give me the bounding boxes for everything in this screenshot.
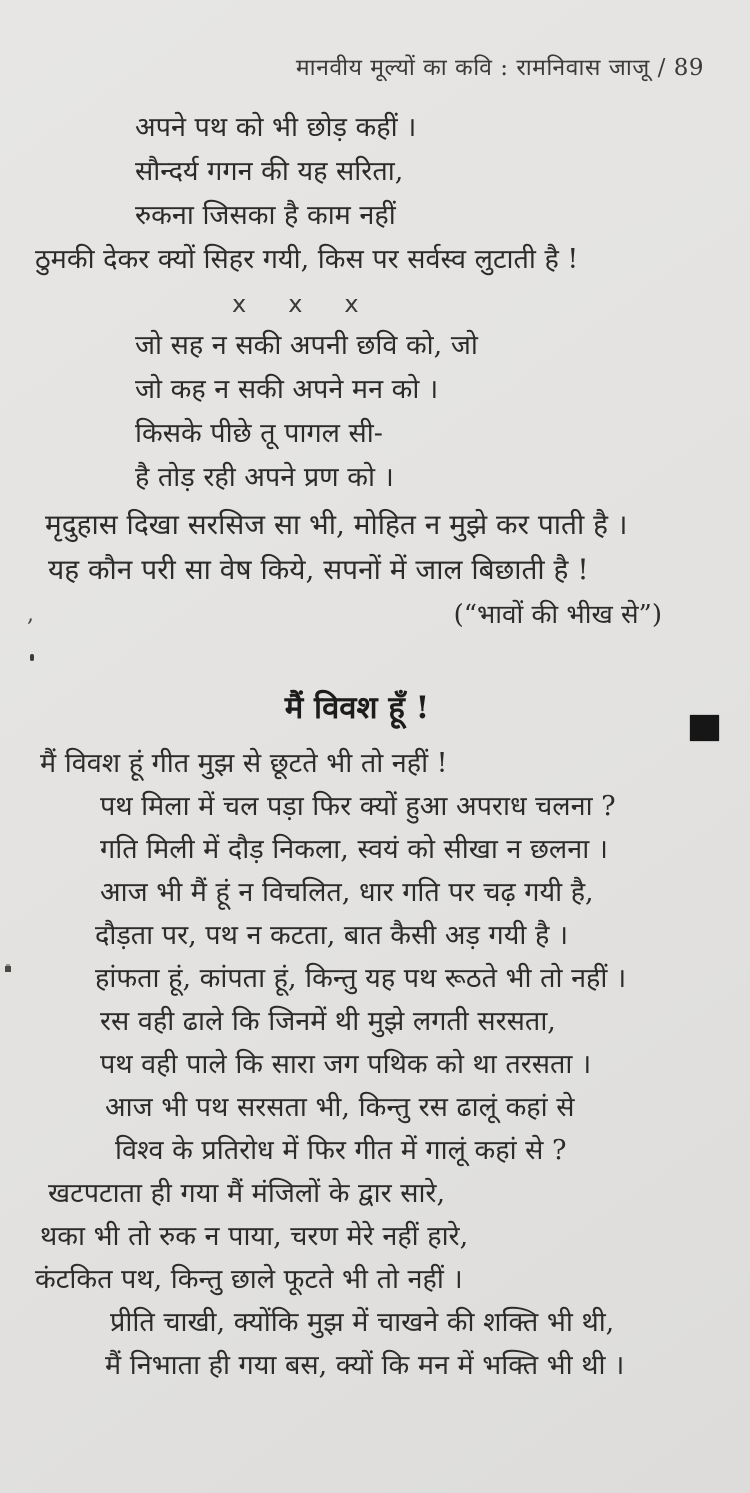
- poem-line: खटपटाता ही गया मैं मंजिलों के द्वार सारे,: [48, 1178, 446, 1209]
- scan-artifact-comma: ,: [27, 602, 34, 627]
- separator-x: x: [344, 290, 359, 318]
- poem-line: दौड़ता पर, पथ न कटता, बात कैसी अड़ गयी है ।: [95, 920, 569, 951]
- poem-line: थका भी तो रुक न पाया, चरण मेरे नहीं हारे,: [40, 1221, 469, 1252]
- poem-line: गति मिली में दौड़ निकला, स्वयं को सीखा न छलना ।: [100, 834, 609, 865]
- poem-vivash: [0, 686, 750, 1387]
- poem-line: पथ वही पाले कि सारा जग पथिक को था तरसता ।: [100, 1049, 592, 1080]
- scan-artifact-dot: [30, 654, 34, 661]
- poem-line: है तोड़ रही अपने प्रण को ।: [135, 462, 394, 493]
- poem-line: मृदुहास दिखा सरसिज सा भी, मोहित न मुझे कर पाती है ।: [45, 508, 628, 541]
- poem-line: किसके पीछे तू पागल सी-: [135, 418, 383, 449]
- poem-attribution: (“भावों की भीख से”): [453, 600, 662, 630]
- poem-line: ठुमकी देकर क्यों सिहर गयी, किस पर सर्वस्व लुटाती है !: [35, 244, 579, 275]
- stanza-separator: [232, 290, 750, 318]
- book-page: [0, 50, 750, 1493]
- poem-line: मैं निभाता ही गया बस, क्यों कि मन में भक्ति भी थी ।: [105, 1350, 625, 1381]
- poem-line: सौन्दर्य गगन की यह सरिता,: [135, 156, 404, 187]
- poem-line: यह कौन परी सा वेष किये, सपनों में जाल बिछाती है !: [48, 553, 589, 586]
- poem-line: अपने पथ को भी छोड़ कहीं ।: [135, 112, 417, 143]
- stanza: [0, 502, 750, 592]
- separator-x: x: [232, 290, 247, 318]
- poem-line: आज भी पथ सरसता भी, किन्तु रस ढालूं कहां से: [105, 1092, 575, 1123]
- poem-line: हांफता हूं, कांपता हूं, किन्तु यह पथ रूठते भी तो नहीं ।: [95, 963, 627, 994]
- poem-line: रस वही ढाले कि जिनमें थी मुझे लगती सरसता,: [100, 1006, 556, 1037]
- poem-line: कंटकित पथ, किन्तु छाले फूटते भी तो नहीं ।: [35, 1264, 463, 1295]
- poem-title: मैं विवश हूँ !: [284, 690, 430, 726]
- poem-line: जो सह न सकी अपनी छवि को, जो: [135, 330, 478, 361]
- poem-line: विश्व के प्रतिरोध में फिर गीत में गालूं कहां से ?: [115, 1135, 567, 1166]
- poem-line: जो कह न सकी अपने मन को ।: [135, 374, 439, 405]
- poem-line: मैं विवश हूं गीत मुझ से छूटते भी तो नहीं !: [40, 748, 448, 779]
- poem-line: आज भी मैं हूं न विचलित, धार गति पर चढ़ गयी है,: [100, 877, 594, 908]
- section-end-marker: [690, 715, 719, 741]
- stanza: [0, 106, 750, 238]
- stanza: [0, 324, 750, 500]
- separator-x: x: [288, 290, 303, 318]
- poem-excerpt-bhavon: [0, 106, 750, 636]
- poem-line: प्रीति चाखी, क्योंकि मुझ में चाखने की शक्ति भी थी,: [110, 1307, 615, 1338]
- poem-line: रुकना जिसका है काम नहीं: [135, 200, 396, 231]
- poem-line: पथ मिला में चल पड़ा फिर क्यों हुआ अपराध चलना ?: [100, 791, 616, 822]
- page-header: मानवीय मूल्यों का कवि : रामनिवास जाजू / 89: [295, 55, 704, 81]
- scan-artifact-speck: [5, 966, 11, 972]
